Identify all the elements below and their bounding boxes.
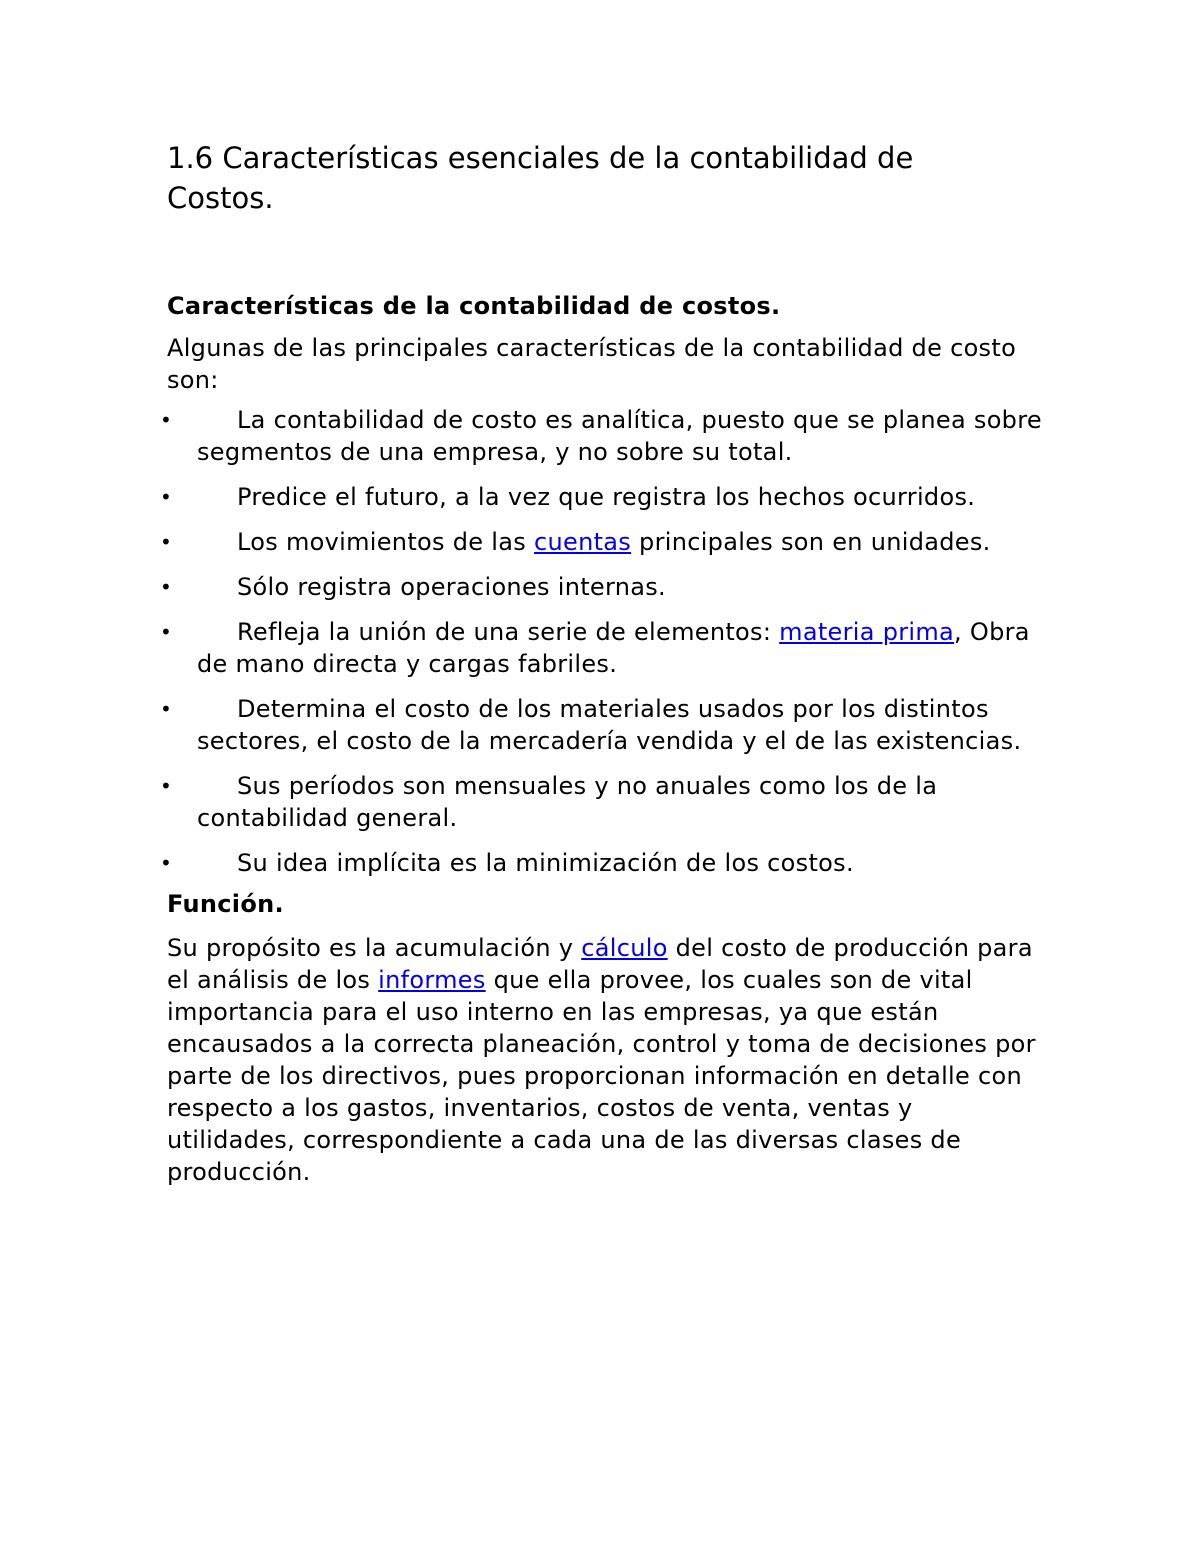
bullet-icon: • (160, 485, 173, 509)
list-item (160, 526, 1047, 558)
list-item (160, 571, 1047, 603)
document-page (160, 138, 1047, 1188)
section-heading: Características de la contabilidad de costos. (167, 292, 781, 320)
bullet-icon: • (160, 851, 173, 875)
function-paragraph (167, 932, 1047, 1188)
list-item-text: principales son en unidades. (631, 528, 991, 556)
page-title: 1.6 Características esenciales de la contabilidad de Costos. (167, 141, 914, 215)
link-materia-prima[interactable]: materia prima (779, 618, 955, 646)
bullet-icon: • (160, 530, 173, 554)
list-item-text: , Obra de mano directa y cargas fabriles. (197, 618, 1030, 678)
link-calculo[interactable]: cálculo (581, 934, 668, 962)
list-item-text: La contabilidad de costo es analítica, puesto que se planea sobre segmentos de una empresa, y no sobre su total. (197, 406, 1042, 466)
function-heading: Función. (167, 890, 284, 918)
characteristics-list (160, 404, 1047, 879)
list-item (160, 404, 1047, 468)
bullet-icon: • (160, 697, 173, 721)
intro-paragraph: Algunas de las principales características de la contabilidad de costo son: (167, 334, 1017, 394)
list-item-text: Su idea implícita es la minimización de los costos. (237, 849, 854, 877)
list-item-text: Predice el futuro, a la vez que registra los hechos ocurridos. (237, 483, 976, 511)
bullet-icon: • (160, 620, 173, 644)
list-item-text: Determina el costo de los materiales usados por los distintos sectores, el costo de la mercadería vendida y el de las existencias. (197, 695, 1022, 755)
function-text: del costo de producción para el análisis de los (167, 934, 1033, 994)
bullet-icon: • (160, 575, 173, 599)
list-item (160, 847, 1047, 879)
function-text: que ella provee, los cuales son de vital importancia para el uso interno en las empresas, ya que están encausados a la correcta planeación, control y toma de decisiones por parte de los directivos, pues proporcionan información en detalle con respecto a los gastos, inventarios, costos de venta, ventas y utilidades, correspondiente a cada una de las diversas clases de producción. (167, 966, 1036, 1186)
list-item (160, 770, 1047, 834)
list-item-text: Refleja la unión de una serie de elementos: (237, 618, 780, 646)
link-cuentas[interactable]: cuentas (534, 528, 632, 556)
list-item (160, 481, 1047, 513)
list-item (160, 693, 1047, 757)
list-item (160, 616, 1047, 680)
list-item-text: Sus períodos son mensuales y no anuales como los de la contabilidad general. (197, 772, 938, 832)
bullet-icon: • (160, 774, 173, 798)
list-item-text: Los movimientos de las (237, 528, 534, 556)
link-informes[interactable]: informes (378, 966, 486, 994)
bullet-icon: • (160, 408, 173, 432)
function-text: Su propósito es la acumulación y (167, 934, 582, 962)
list-item-text: Sólo registra operaciones internas. (237, 573, 666, 601)
